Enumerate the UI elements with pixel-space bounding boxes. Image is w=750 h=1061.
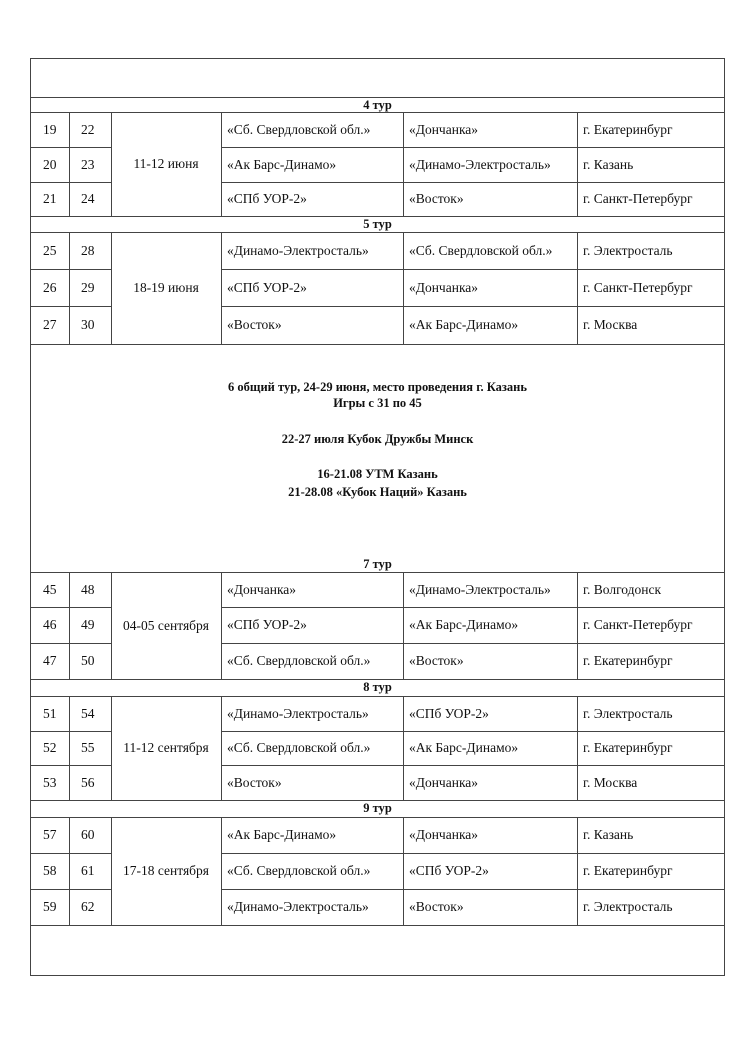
away-team: «Восток» bbox=[409, 899, 464, 914]
away-team: «Ак Барс-Динамо» bbox=[409, 740, 519, 755]
home-team: «СПб УОР-2» bbox=[227, 617, 307, 632]
note-line: 21-28.08 «Кубок Наций» Казань bbox=[288, 485, 467, 499]
home-team: «СПб УОР-2» bbox=[227, 279, 307, 295]
game-number: 24 bbox=[81, 191, 95, 206]
game-number: 28 bbox=[81, 242, 95, 258]
game-number: 55 bbox=[81, 740, 95, 755]
city: г. Электросталь bbox=[583, 899, 673, 914]
city: г. Санкт-Петербург bbox=[583, 617, 693, 632]
round-title: 5 тур bbox=[363, 217, 392, 231]
home-team: «СПб УОР-2» bbox=[227, 191, 307, 206]
game-number: 59 bbox=[43, 899, 57, 914]
game-number: 56 bbox=[81, 774, 95, 790]
city: г. Екатеринбург bbox=[583, 121, 673, 137]
game-number: 61 bbox=[81, 863, 95, 878]
home-team: «Динамо-Электросталь» bbox=[227, 705, 369, 721]
game-number: 30 bbox=[81, 317, 95, 332]
game-number: 51 bbox=[43, 705, 57, 721]
home-team: «Дончанка» bbox=[227, 581, 297, 597]
away-team: «СПб УОР-2» bbox=[409, 863, 489, 878]
note-line: 22-27 июля Кубок Дружбы Минск bbox=[281, 432, 474, 446]
round-date: 11-12 июня bbox=[133, 156, 199, 171]
away-team: «СПб УОР-2» bbox=[409, 705, 489, 721]
home-team: «Восток» bbox=[227, 774, 282, 790]
note-line: 16-21.08 УТМ Казань bbox=[317, 467, 438, 481]
game-number: 48 bbox=[81, 581, 95, 597]
note-line: 6 общий тур, 24-29 июня, место проведения г. Казань bbox=[228, 380, 527, 394]
game-number: 60 bbox=[81, 827, 95, 842]
home-team: «Ак Барс-Динамо» bbox=[227, 156, 337, 172]
round-title: 7 тур bbox=[363, 557, 392, 571]
round-title: 9 тур bbox=[363, 801, 392, 815]
game-number: 62 bbox=[81, 899, 95, 914]
away-team: «Сб. Свердловской обл.» bbox=[409, 242, 553, 258]
game-number: 45 bbox=[43, 581, 57, 597]
home-team: «Сб. Свердловской обл.» bbox=[227, 740, 371, 755]
away-team: «Дончанка» bbox=[409, 827, 479, 842]
game-number: 52 bbox=[43, 740, 57, 755]
city: г. Казань bbox=[583, 827, 634, 842]
away-team: «Дончанка» bbox=[409, 121, 479, 137]
round-table bbox=[31, 112, 724, 216]
game-number: 23 bbox=[81, 156, 95, 172]
round-title: 4 тур bbox=[363, 98, 392, 112]
game-number: 26 bbox=[43, 279, 57, 295]
game-number: 46 bbox=[43, 617, 57, 632]
home-team: «Динамо-Электросталь» bbox=[227, 242, 369, 258]
game-number: 58 bbox=[43, 863, 57, 878]
game-number: 49 bbox=[81, 617, 95, 632]
away-team: «Дончанка» bbox=[409, 279, 479, 295]
city: г. Электросталь bbox=[583, 705, 673, 721]
round-table bbox=[31, 817, 724, 925]
game-number: 57 bbox=[43, 827, 57, 842]
home-team: «Динамо-Электросталь» bbox=[227, 899, 369, 914]
game-number: 22 bbox=[81, 121, 95, 137]
away-team: «Дончанка» bbox=[409, 774, 479, 790]
city: г. Волгодонск bbox=[583, 581, 662, 597]
city: г. Екатеринбург bbox=[583, 863, 673, 878]
city: г. Москва bbox=[583, 317, 638, 332]
city: г. Екатеринбург bbox=[583, 740, 673, 755]
game-number: 53 bbox=[43, 774, 57, 790]
note-line: Игры с 31 по 45 bbox=[333, 396, 422, 410]
game-number: 20 bbox=[43, 156, 57, 172]
game-number: 47 bbox=[43, 653, 57, 668]
away-team: «Динамо-Электросталь» bbox=[409, 581, 551, 597]
game-number: 21 bbox=[43, 191, 57, 206]
city: г. Электросталь bbox=[583, 242, 673, 258]
home-team: «Сб. Свердловской обл.» bbox=[227, 863, 371, 878]
round-table bbox=[31, 232, 724, 344]
game-number: 29 bbox=[81, 279, 95, 295]
away-team: «Восток» bbox=[409, 191, 464, 206]
round-title: 8 тур bbox=[363, 680, 392, 694]
away-team: «Ак Барс-Динамо» bbox=[409, 317, 519, 332]
schedule-frame bbox=[30, 58, 725, 976]
round-table bbox=[31, 696, 724, 800]
round-table bbox=[31, 572, 724, 679]
round-date: 18-19 июня bbox=[133, 280, 199, 295]
city: г. Казань bbox=[583, 156, 634, 172]
game-number: 50 bbox=[81, 653, 95, 668]
city: г. Санкт-Петербург bbox=[583, 191, 693, 206]
game-number: 25 bbox=[43, 242, 57, 258]
round-date: 17-18 сентября bbox=[122, 863, 209, 878]
round-date: 11-12 сентября bbox=[123, 740, 209, 755]
city: г. Екатеринбург bbox=[583, 653, 673, 668]
city: г. Москва bbox=[583, 774, 638, 790]
home-team: «Восток» bbox=[227, 317, 282, 332]
home-team: «Ак Барс-Динамо» bbox=[227, 827, 337, 842]
game-number: 19 bbox=[43, 121, 57, 137]
away-team: «Ак Барс-Динамо» bbox=[409, 617, 519, 632]
away-team: «Восток» bbox=[409, 653, 464, 668]
city: г. Санкт-Петербург bbox=[583, 279, 693, 295]
game-number: 54 bbox=[81, 705, 95, 721]
round-date: 04-05 сентября bbox=[122, 617, 209, 633]
home-team: «Сб. Свердловской обл.» bbox=[227, 121, 371, 137]
game-number: 27 bbox=[43, 317, 57, 332]
away-team: «Динамо-Электросталь» bbox=[409, 156, 551, 172]
home-team: «Сб. Свердловской обл.» bbox=[227, 653, 371, 668]
